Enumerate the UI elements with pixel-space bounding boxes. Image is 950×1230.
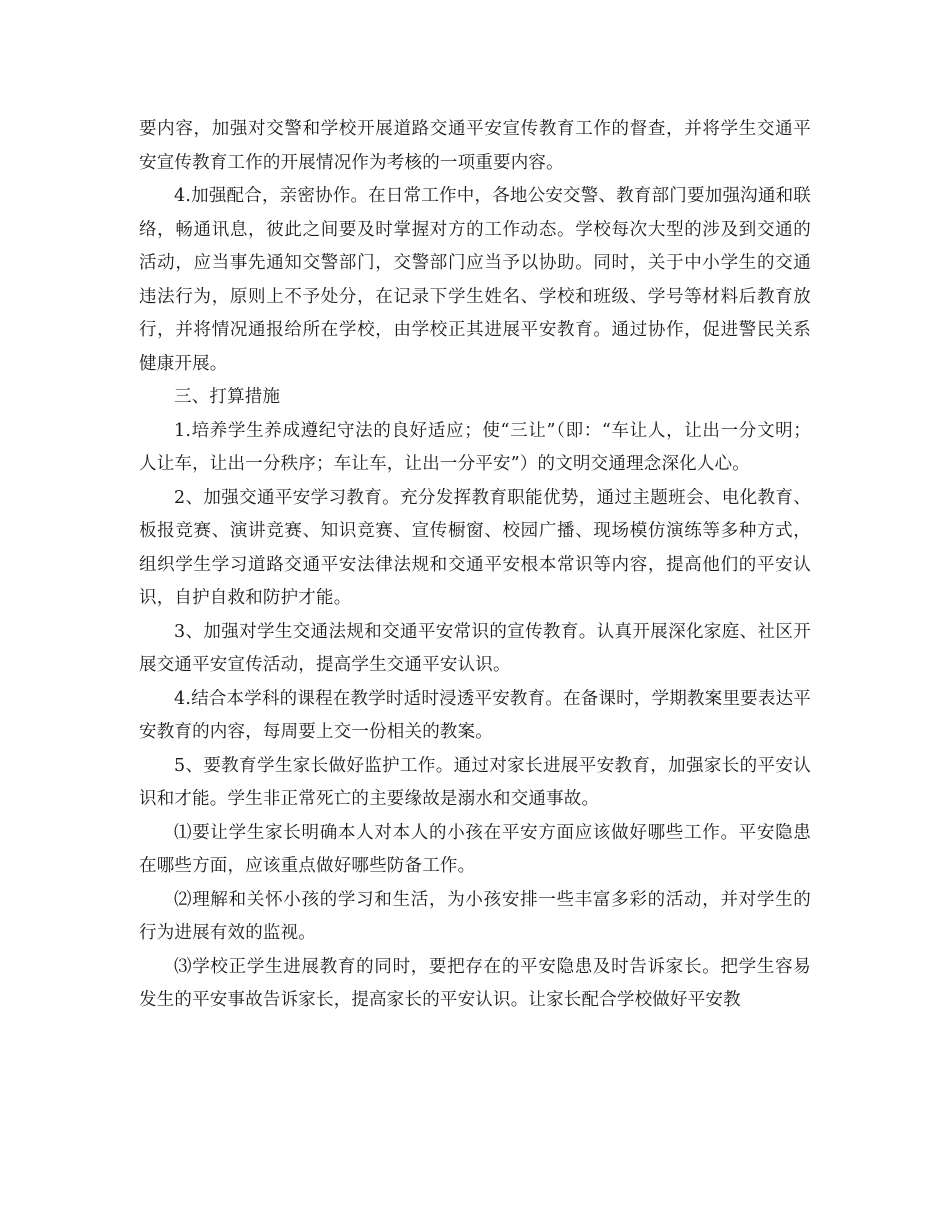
document-paragraph: 5、要教育学生家长做好监护工作。通过对家长进展平安教育，加强家长的平安认识和才能。学生非正常死亡的主要缘故是溺水和交通事故。 [139, 755, 811, 809]
document-paragraph: 1.培养学生养成遵纪守法的良好适应；使“三让”（即：“车让人，让出一分文明；人让车，让出一分秩序；车让车，让出一分平安”）的文明交通理念深化人心。 [139, 420, 811, 474]
document-paragraph: 3、加强对学生交通法规和交通平安常识的宣传教育。认真开展深化家庭、社区开展交通平安宣传活动，提高学生交通平安认识。 [139, 621, 811, 675]
document-paragraph: 4.结合本学科的课程在教学时适时浸透平安教育。在备课时，学期教案里要表达平安教育的内容，每周要上交一份相关的教案。 [139, 688, 811, 742]
document-paragraph: 2、加强交通平安学习教育。充分发挥教育职能优势，通过主题班会、电化教育、板报竞赛、演讲竞赛、知识竞赛、宣传橱窗、校园广播、现场模仿演练等多种方式，组织学生学习道路交通平安法律法规和交通平安根本常识等内容，提高他们的平安认识，自护自救和防护才能。 [139, 487, 811, 608]
document-paragraph: 要内容，加强对交警和学校开展道路交通平安宣传教育工作的督查，并将学生交通平安宣传教育工作的开展情况作为考核的一项重要内容。 [139, 119, 811, 173]
document-paragraph: ⑵理解和关怀小孩的学习和生活，为小孩安排一些丰富多彩的活动，并对学生的行为进展有效的监视。 [139, 889, 811, 943]
document-body [139, 113, 811, 1018]
document-paragraph: ⑶学校正学生进展教育的同时，要把存在的平安隐患及时告诉家长。把学生容易发生的平安事故告诉家长，提高家长的平安认识。让家长配合学校做好平安教 [139, 956, 811, 1010]
document-paragraph: 三、打算措施 [174, 387, 281, 407]
document-paragraph: 4.加强配合，亲密协作。在日常工作中，各地公安交警、教育部门要加强沟通和联络，畅通讯息，彼此之间要及时掌握对方的工作动态。学校每次大型的涉及到交通的活动，应当事先通知交警部门，交警部门应当予以协助。同时，关于中小学生的交通违法行为，原则上不予处分，在记录下学生姓名、学校和班级、学号等材料后教育放行，并将情况通报给所在学校，由学校正其进展平安教育。通过协作，促进警民关系健康开展。 [139, 186, 811, 374]
document-paragraph: ⑴要让学生家长明确本人对本人的小孩在平安方面应该做好哪些工作。平安隐患在哪些方面，应该重点做好哪些防备工作。 [139, 822, 811, 876]
